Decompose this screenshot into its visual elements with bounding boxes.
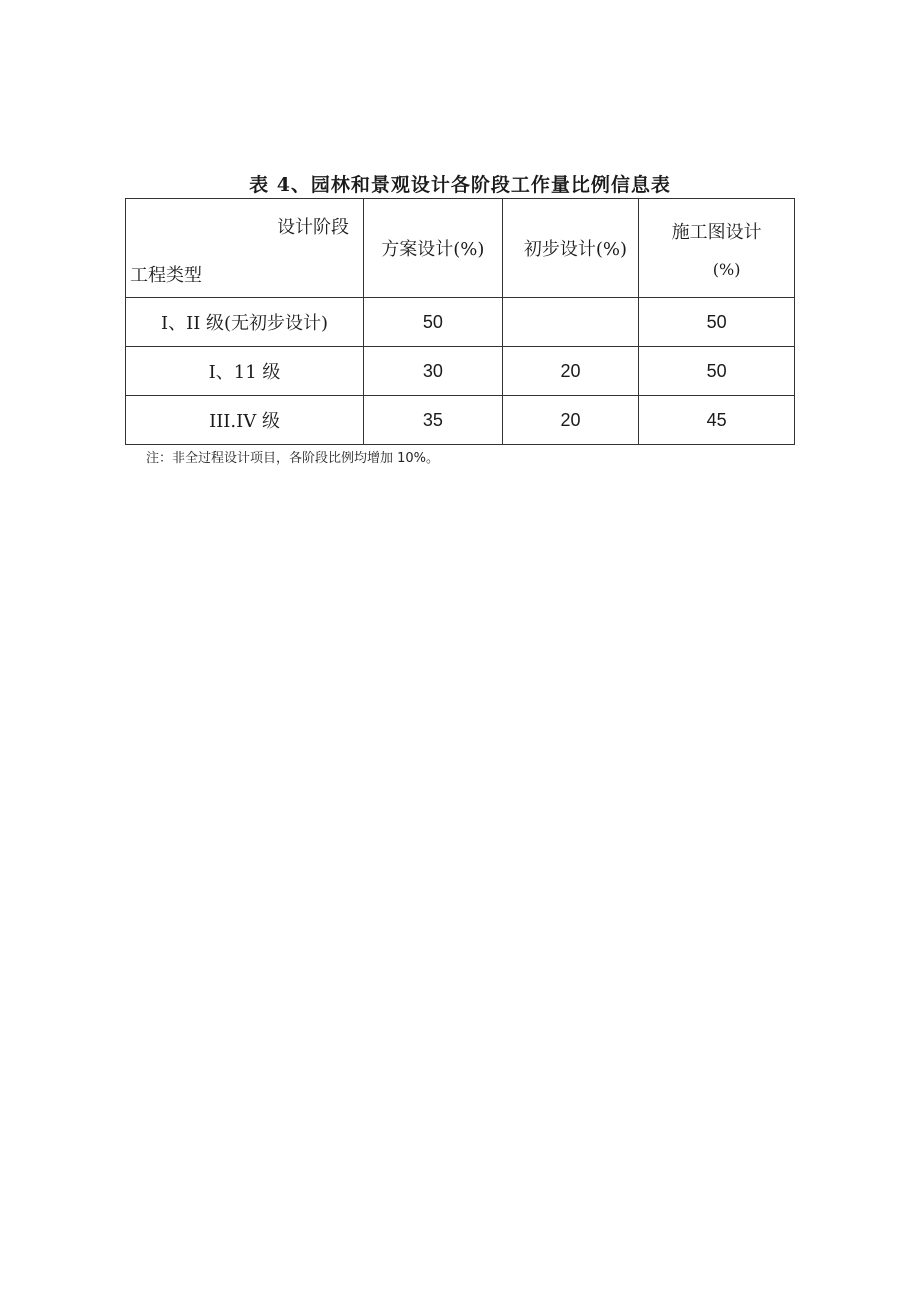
prelim-value-cell <box>502 298 639 347</box>
corner-header-cell <box>126 199 364 298</box>
scheme-value-cell: 50 <box>364 298 503 347</box>
scheme-value-cell: 35 <box>364 396 503 445</box>
corner-header-type: 工程类型 <box>130 265 202 286</box>
construction-value-cell: 50 <box>639 298 795 347</box>
construction-value-cell: 45 <box>639 396 795 445</box>
prelim-value-cell: 20 <box>502 347 639 396</box>
workload-ratio-table <box>125 198 795 445</box>
header-construction-design <box>639 199 795 298</box>
table-row <box>126 396 795 445</box>
construction-value-cell: 50 <box>639 347 795 396</box>
row-type-cell: I、11 级 <box>126 347 364 396</box>
row-type-cell: I、II 级(无初步设计) <box>126 298 364 347</box>
table-note: 注：非全过程设计项目，各阶段比例均增加 10%。 <box>146 451 440 466</box>
header-scheme-design: 方案设计(%) <box>364 199 503 298</box>
header-construction-unit: (%) <box>712 259 741 279</box>
corner-header-stage: 设计阶段 <box>277 217 350 238</box>
row-type-cell: III.IV 级 <box>126 396 364 445</box>
table-row <box>126 298 795 347</box>
scheme-value-cell: 30 <box>364 347 503 396</box>
prelim-value-cell: 20 <box>502 396 639 445</box>
page-title: 表 4、园林和景观设计各阶段工作量比例信息表 <box>249 174 671 196</box>
table-row <box>126 347 795 396</box>
header-preliminary-design: 初步设计(%) <box>502 199 639 298</box>
table-header-row <box>126 199 795 298</box>
header-construction-label: 施工图设计 <box>671 221 762 243</box>
